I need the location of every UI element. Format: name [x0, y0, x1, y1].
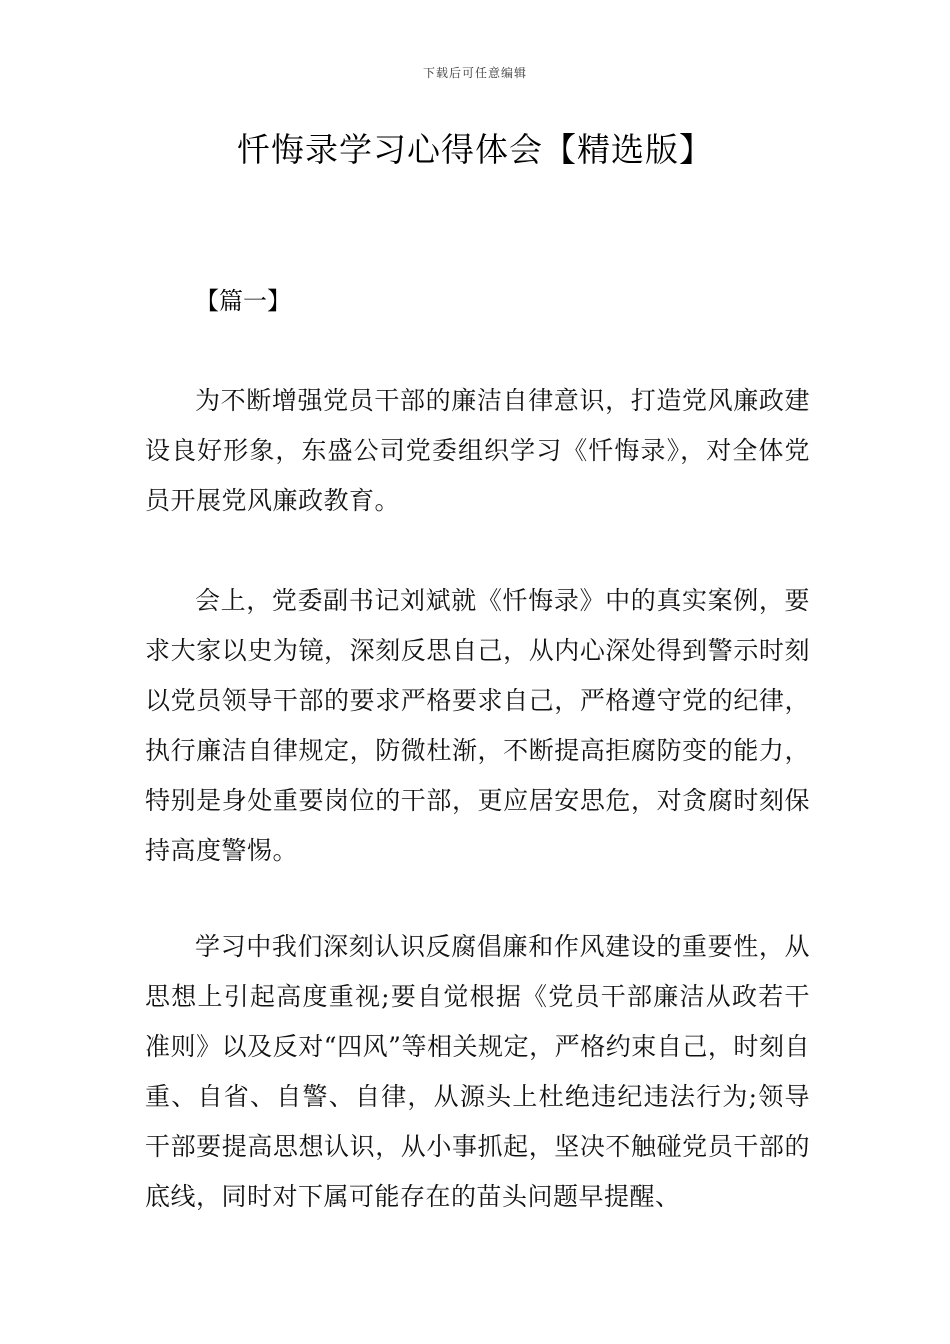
document-title: 忏悔录学习心得体会【精选版】 [237, 130, 713, 169]
body-paragraph-3: 学习中我们深刻认识反腐倡廉和作风建设的重要性，从思想上引起高度重视;要自觉根据《党员干部廉洁从政若干准则》以及反对“四风”等相关规定，严格约束自己，时刻自重、自省、自警、自律，从源头上杜绝违纪违法行为;领导干部要提高思想认识，从小事抓起，坚决不触碰党员干部的底线，同时对下属可能存在的苗头问题早提醒、 [145, 932, 810, 1211]
header-note: 下载后可任意编辑 [422, 66, 527, 80]
body-paragraph-2: 会上，党委副书记刘斌就《忏悔录》中的真实案例，要求大家以史为镜，深刻反思自己，从内心深处得到警示时刻以党员领导干部的要求严格要求自己，严格遵守党的纪律，执行廉洁自律规定，防微杜渐，不断提高拒腐防变的能力，特别是身处重要岗位的干部，更应居安思危，对贪腐时刻保持高度警惕。 [145, 586, 810, 865]
section-heading: 【篇一】 [195, 287, 291, 315]
body-paragraph-1: 为不断增强党员干部的廉洁自律意识，打造党风廉政建设良好形象，东盛公司党委组织学习《忏悔录》，对全体党员开展党风廉政教育。 [145, 386, 810, 515]
